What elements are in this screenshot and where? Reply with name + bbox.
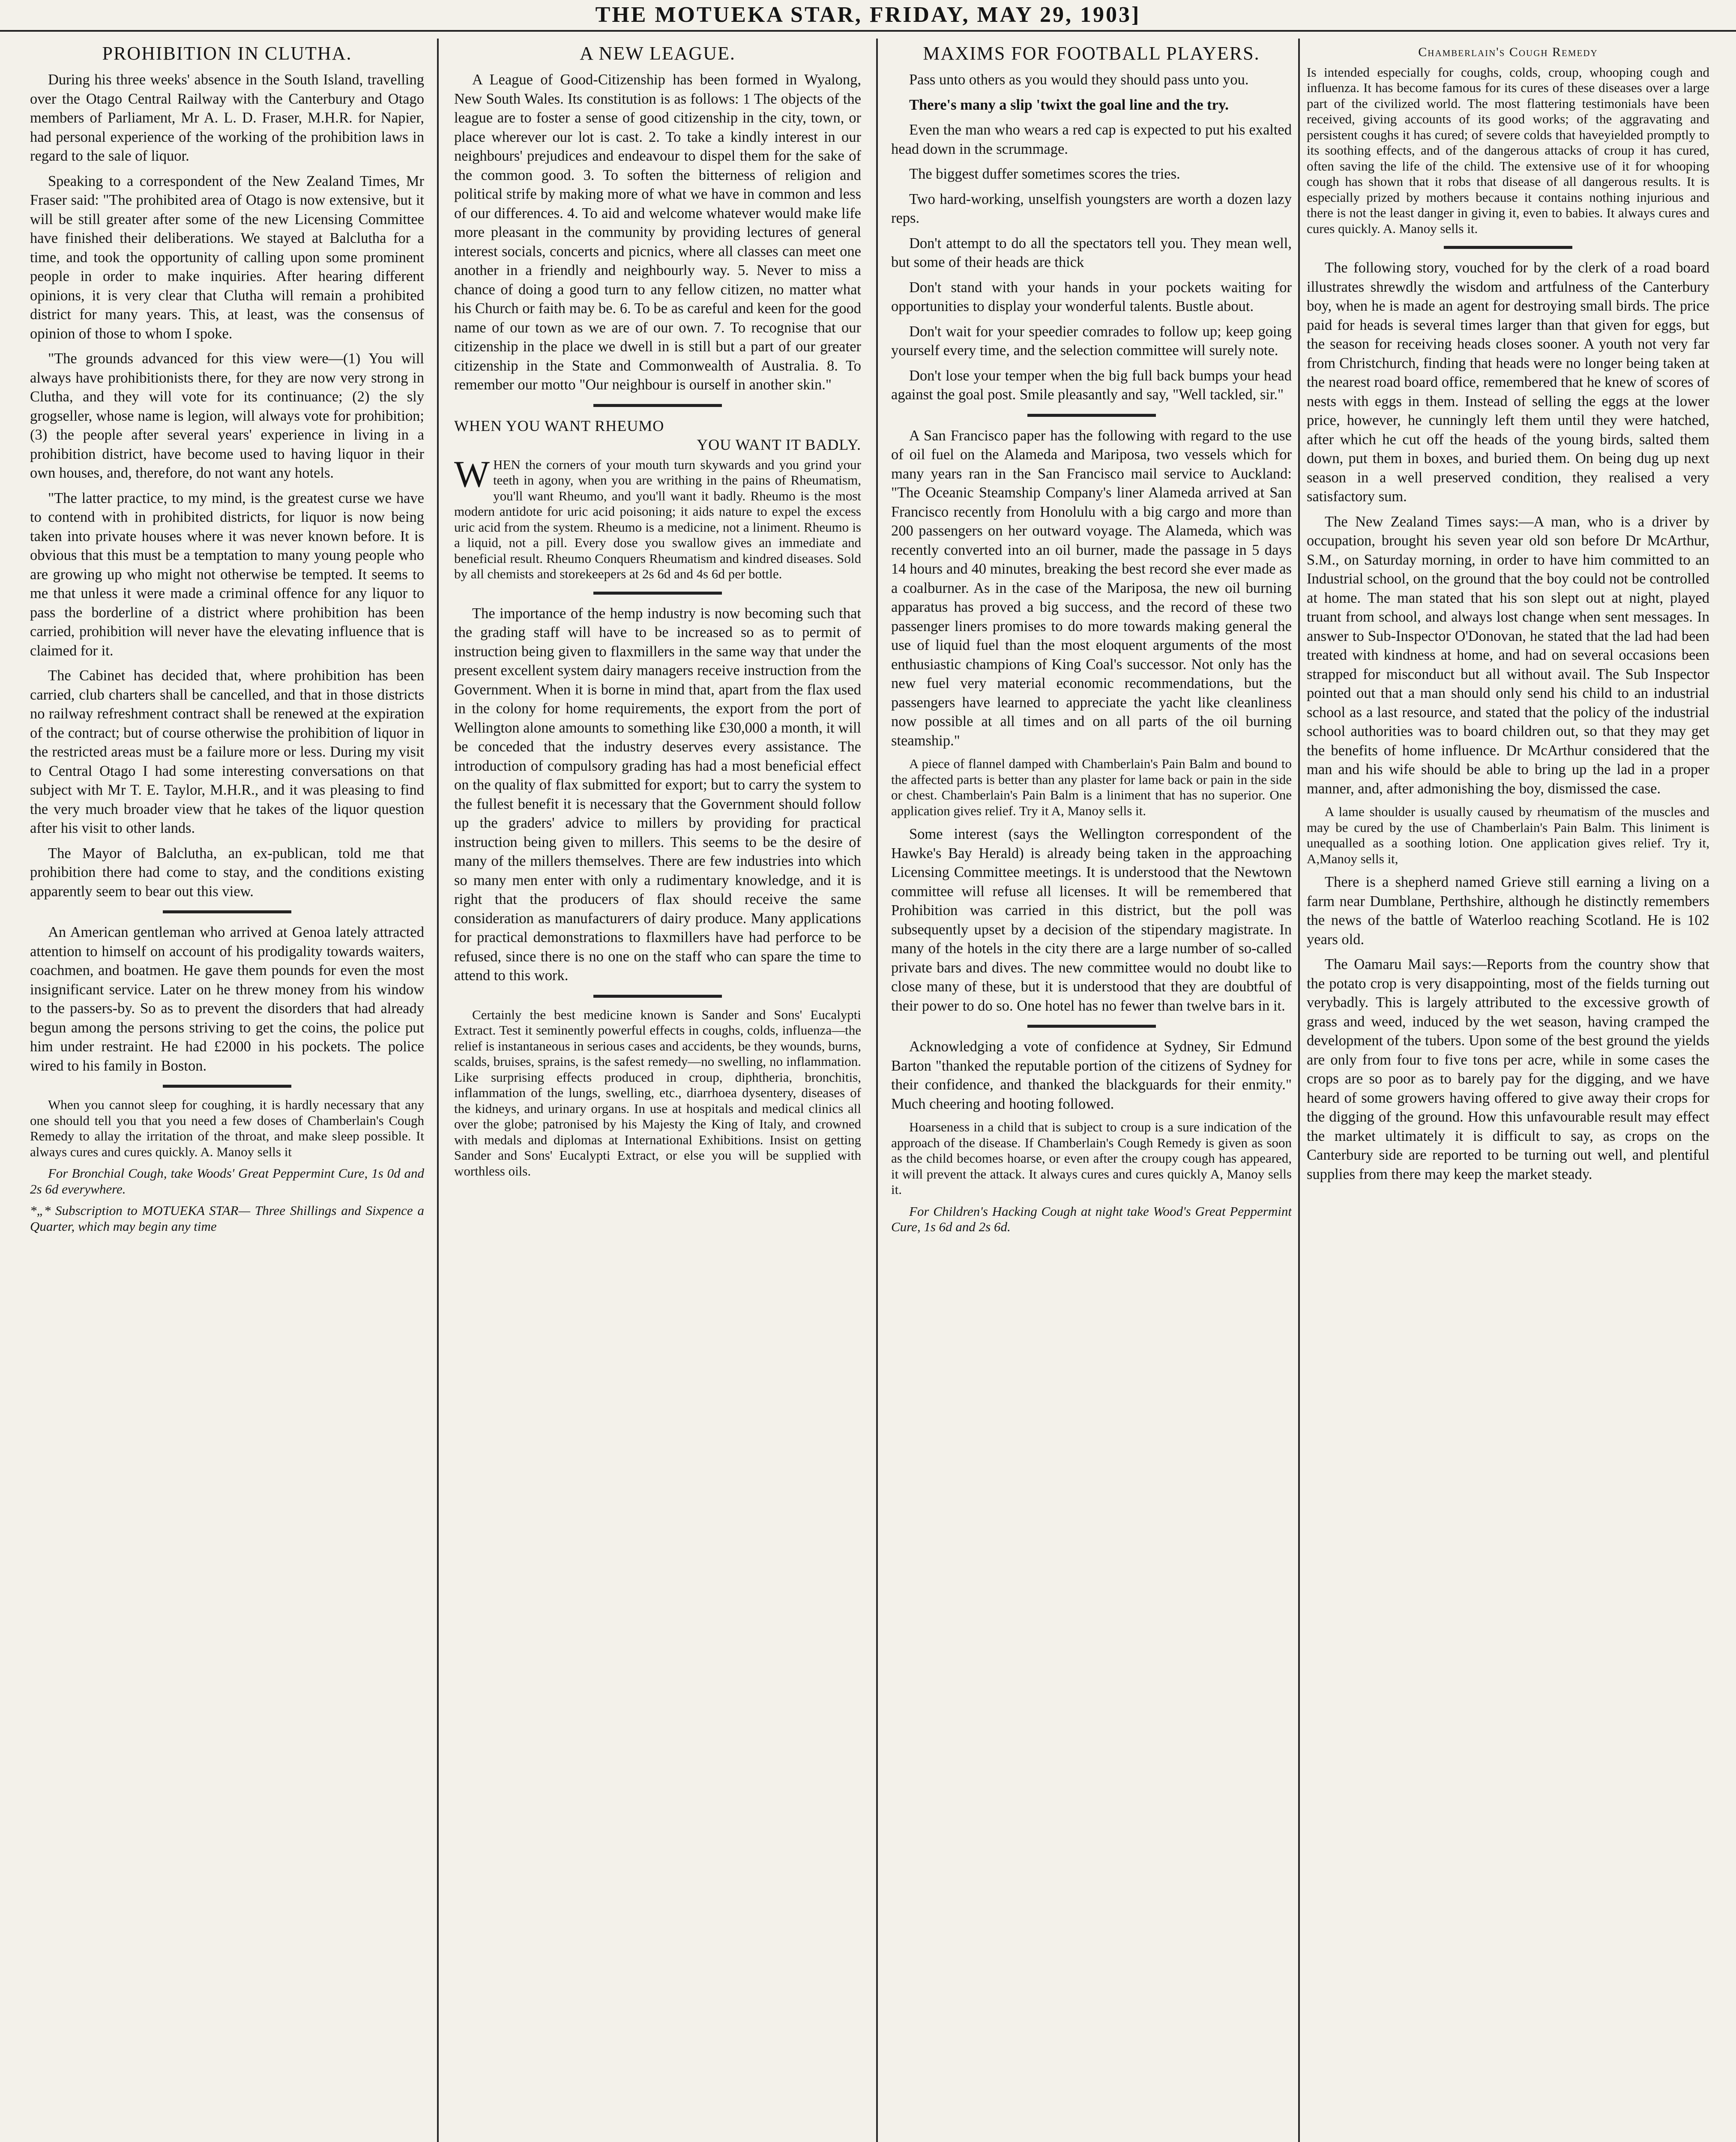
column-rule — [876, 39, 878, 2142]
advertisement: A lame shoulder is usually caused by rheumatism of the muscles and may be cured by the use of Chamberlain's Pain Balm. This liniment is unequalled as a soothing lotion. One application gives relief. Try it, A,Manoy sells it, — [1307, 804, 1709, 866]
section-divider — [593, 995, 722, 998]
advertisement: Certainly the best medicine known is Sander and Sons' Eucalypti Extract. Test it seminently powerful effects in coughs, colds, influenza—the relief is instantaneous in serious cases and accidents, be they wounds, burns, scalds, bruises, sprains, is the safest remedy—no swelling, no inflammation. Like surprising effects produced in croup, diphtheria, bronchitis, inflammation of the lungs, swelling, etc., diarrhoea dysentery, diseases of the kidneys, and urinary organs. In use at hospitals and medical clinics all over the globe; patronised by his Majesty the King of Italy, and crowned with medals and diplomas at International Exhibitions. Insist on getting Sander and Sons' Eucalypti Extract, or else you will be supplied with worthless oils. — [454, 1007, 861, 1179]
maxim: Two hard-working, unselfish youngsters are worth a dozen lazy reps. — [891, 191, 1292, 226]
subscription-notice: *„* Subscription to MOTUEKA STAR— Three Shillings and Sixpence a Quarter, which may begin any time — [30, 1203, 424, 1234]
article-paragraph: The following story, vouched for by the clerk of a road board illustrates shrewdly the wisdom and artfulness of the Canterbury boy, when he is made an agent for destroying small birds. The price paid for heads is several times larger than that given for eggs, but the season for receiving heads closes sooner. A youth not very far from Christchurch, finding that heads were no longer being taken at the nearest road board office, remembered that he knew of scores of nests with eggs in them. Instead of selling the eggs at the lower price, however, he cunningly left them until they were hatched, after which he cut off the heads of the young birds, salted them down, put them in boxes, and buried them. On being dug up next season in a well preserved condition, they realised a very satisfactory sum. — [1307, 260, 1709, 505]
maxim: Even the man who wears a red cap is expected to put his exalted head down in the scrummage. — [891, 122, 1292, 157]
article-paragraph: Some interest (says the Wellington correspondent of the Hawke's Bay Herald) is already being taken in the approaching Licensing Committee meetings. It is understood that the Newtown committee will refuse all licenses. It will be remembered that Prohibition was carried in this district, but the poll was subsequently upset by a decision of the stipendary magistrate. In many of the hotels in the city there are a large number of so-called private bars and dives. The new committee would no doubt like to close many of these, but it is understood that they are doubtful of their power to do so. One hotel has no fewer than twelve bars in it. — [891, 826, 1292, 1014]
maxim: There's many a slip 'twixt the goal line and the try. — [909, 96, 1229, 113]
advertisement: For Bronchial Cough, take Woods' Great Peppermint Cure, 1s 0d and 2s 6d everywhere. — [30, 1166, 424, 1197]
article-paragraph: The New Zealand Times says:—A man, who is a driver by occupation, brought his seven year old son before Dr McArthur, S.M., on Saturday morning, in order to have him committed to an Industrial school, on the ground that the boy could not be controlled at home. The man stated that his son slept out at night, played truant from school, and always lost change when sent messages. In answer to Sub-Inspector O'Donovan, he stated that the lad had been treated with kindness at home, and had on several occasions been strapped for misconduct but all without avail. The Sub Inspector pointed out that a man should only send his child to an industrial school as a last resource, and stated that the policy of the industrial school authorities was to board children out, so that they may get the benefits of home influence. Dr McArthur considered that the man and his wife should be able to bring up the lad in a proper manner, and, after admonishing the boy, dismissed the case. — [1307, 513, 1709, 797]
maxim: Don't lose your temper when the big full back bumps your head against the goal post. Smile pleasantly and say, "Well tackled, sir." — [891, 367, 1292, 403]
article-title: MAXIMS FOR FOOTBALL PLAYERS. — [923, 43, 1260, 64]
masthead: THE MOTUEKA STAR, FRIDAY, MAY 29, 1903] — [0, 0, 1736, 32]
advertisement: A piece of flannel damped with Chamberlain's Pain Balm and bound to the affected parts is better than any plaster for lame back or pain in the side or chest. Chamberlain's Pain Balm is a liniment that has no superior. One application gives relief. Try it A, Manoy sells it. — [891, 756, 1292, 818]
column-4 — [1307, 43, 1709, 2142]
advertisement: Hoarseness in a child that is subject to croup is a sure indication of the approach of the disease. If Chamberlain's Cough Remedy is given as soon as the child becomes hoarse, or even after the croupy cough has appeared, it will prevent the attack. It always cures and cures quickly A, Manoy sells it. — [891, 1119, 1292, 1197]
column-1 — [30, 43, 424, 2142]
maxim: Don't stand with your hands in your pockets waiting for opportunities to display your wonderful talents. Bustle about. — [891, 279, 1292, 314]
advertisement-heading: YOU WANT IT BADLY. — [697, 436, 861, 453]
column-2 — [454, 43, 861, 2142]
column-rule — [437, 39, 439, 2142]
advertisement-title: Chamberlain's Cough Remedy — [1418, 45, 1598, 59]
advertisement: When you cannot sleep for coughing, it is hardly necessary that any one should tell you that you need a few doses of Chamberlain's Cough Remedy to allay the irritation of the throat, and make sleep possible. It always cures and cures quickly. A. Manoy sells it — [30, 1097, 424, 1159]
section-divider — [593, 592, 722, 595]
article-title: PROHIBITION IN CLUTHA. — [102, 43, 352, 64]
section-divider — [1027, 1025, 1156, 1028]
article-paragraph: "The latter practice, to my mind, is the greatest curse we have to contend with in prohibited districts, for liquor is now being taken into private houses where it was never known before. It is obvious that this must be a temptation to many young people who are growing up who might not otherwise be tempted. It seems to me that unless it were made a criminal offence for any liquor to pass the borderline of a district where prohibition has been carried, prohibition will never have the elevating influence that is claimed for it. — [30, 490, 424, 659]
advertisement: Is intended especially for coughs, colds, croup, whooping cough and influenza. It has become famous for its cures of these diseases over a large part of the civilized world. The most flattering testimonials have been received, giving accounts of its good works; of the aggravating and persistent coughs it has cured; of severe colds that haveyielded promptly to its soothing effects, and of the dangerous attacks of croup it has cured, often saving the life of the child. The extensive use of it for whooping cough has shown that it robs that disease of all dangerous results. It is especially prized by mothers because it contains nothing injurious and there is not the least danger in giving it, even to babies. It always cures and cures quickly. A. Manoy sells it. — [1307, 64, 1709, 236]
article-paragraph: There is a shepherd named Grieve still earning a living on a farm near Dumblane, Perthshire, although he distinctly remembers the news of the battle of Waterloo reaching Scotland. He is 102 years old. — [1307, 874, 1709, 948]
article-paragraph: The Cabinet has decided that, where prohibition has been carried, club charters shall be cancelled, and that in those districts no railway refreshment contract shall be renewed at the expiration of the contract; but of course otherwise the prohibition of liquor in the restricted areas must be a failure more or less. During my visit to Central Otago I had some interesting conversations on that subject with Mr T. E. Taylor, M.H.R., and it was pleasing to find the very much broader view that he takes of the liquor question after his visit to other lands. — [30, 667, 424, 836]
section-divider — [163, 1085, 291, 1088]
drop-cap: W — [454, 453, 490, 495]
section-divider — [1027, 414, 1156, 417]
section-divider — [163, 910, 291, 913]
article-paragraph: "The grounds advanced for this view were—(1) You will always have prohibitionists there, for they are now very strong in Clutha, and they will vote for its continuance; (2) the sly grogseller, whose name is legion, will always vote for prohibition; (3) the people after several years' experience in living in a prohibition district, have become used to having liquor in their own houses, and, therefore, do not want any hotels. — [30, 350, 424, 481]
article-paragraph: Acknowledging a vote of confidence at Sydney, Sir Edmund Barton "thanked the reputable portion of the citizens of Sydney for their confidence, and thanked the blackguards for their enmity." Much cheering and hooting followed. — [891, 1038, 1292, 1112]
article-paragraph: A League of Good-Citizenship has been formed in Wyalong, New South Wales. Its constitution is as follows: 1 The objects of the league are to foster a sense of good citizenship in the city, town, or place wherever our lot is cast. 2. To take a kindly interest in our neighbours' prejudices and endeavour to dispel them for the sake of the common good. 3. To soften the bitterness of religion and political strife by making more of what we have in common and less of our differences. 4. To aid and welcome whatever would make life more pleasant in the community by providing lectures of general interest socials, concerts and picnics, where all classes can meet one another in a friendly and neighbourly way. 5. Never to miss a chance of doing a good turn to any fellow citizen, no matter what his Church or faith may be. 6. To be as careful and keen for the good name of our town as we are of our own. 7. To recognise that our citizenship in the place we dwell in is still but a part of our greater citizenship in the State and Commonwealth of Australia. 8. To remember our motto "Our neighbour is ourself in another skin." — [454, 72, 861, 393]
advertisement-heading: WHEN YOU WANT RHEUMO — [454, 417, 664, 434]
section-divider — [1444, 246, 1572, 249]
maxim: Pass unto others as you would they should pass unto you. — [909, 72, 1249, 88]
article-paragraph: Speaking to a correspondent of the New Zealand Times, Mr Fraser said: "The prohibited area of Otago is now extensive, but it will be still greater after some of the new Licensing Committee have finished their deliberations. We stayed at Balclutha for a time, and took the opportunity of calling upon some prominent people in order to make inquiries. After hearing different opinions, it is very clear that Clutha will remain a prohibited district for many years. This, at least, was the consensus of opinion of those to whom I spoke. — [30, 173, 424, 342]
advertisement-text: HEN the corners of your mouth turn skywards and you grind your teeth in agony, when you are writhing in the pains of Rheumatism, you'll want Rheumo, and you'll want it badly. Rheumo is the most modern antidote for uric acid poisoning; it aids nature to expel the excess uric acid from the system. Rheumo is a medicine, not a liniment. Rheumo is a liquid, not a pill. Every dose you swallow gives an immediate and beneficial result. Rheumo Conquers Rheumatism and kindred diseases. Sold by all chemists and storekeepers at 2s 6d and 4s 6d per bottle. — [454, 457, 861, 581]
article-paragraph: During his three weeks' absence in the South Island, travelling over the Otago Central Railway with the Canterbury and Otago members of Parliament, Mr A. L. D. Fraser, M.H.R. for Napier, had personal experience of the working of the prohibition laws in regard to the sale of liquor. — [30, 72, 424, 164]
advertisement: For Children's Hacking Cough at night take Wood's Great Peppermint Cure, 1s 6d and 2s 6d. — [891, 1203, 1292, 1234]
article-paragraph: The importance of the hemp industry is now becoming such that the grading staff will have to be increased so as to permit of instruction being given to flaxmillers in the same way that under the present excellent system dairy managers receive instruction from the Government. When it is borne in mind that, apart from the flax used in the colony for home requirements, the export from the port of Wellington alone amounts to something like £30,000 a month, it will be conceded that the industry deserves every assistance. The introduction of compulsory grading has had a most beneficial effect on the quality of flax submitted for export; but to carry the system to the fullest benefit it is necessary that the Government should follow up the graders' advice to millers by providing for practical instruction being given to millers. This seems to be the desire of many of the millers themselves. There are few industries into which so many men enter with only a rudimentary knowledge, and it is right that the producers of flax should receive the same consideration as manufacturers of dairy produce. Many applications for practical demonstrations to flaxmillers have had perforce to be refused, since there is no one on the staff who can spare the time to attend to this work. — [454, 605, 861, 984]
article-paragraph: The Mayor of Balclutha, an ex-publican, told me that prohibition there had come to stay, and the conditions existing apparently seem to bear out this view. — [30, 845, 424, 900]
article-paragraph: The Oamaru Mail says:—Reports from the country show that the potato crop is very disappointing, most of the fields turning out verybadly. This is largely attributed to the excessive growth of grass and weed, induced by the wet season, having cramped the development of the tubers. Upon some of the best ground the yields are only from four to five tons per acre, while in some cases the crops are so poor as to barely pay for the digging, and we have heard of some growers having offered to give away their crops for the digging of the ground. How this unfavourable result may effect the market ultimately it is difficult to say, as crops on the Canterbury side are reported to be turning out well, and plentiful supplies from there may keep the market steady. — [1307, 956, 1709, 1182]
maxim: Don't attempt to do all the spectators tell you. They mean well, but some of their heads are thick — [891, 235, 1292, 270]
article-paragraph: An American gentleman who arrived at Genoa lately attracted attention to himself on account of his prodigality towards waiters, coachmen, and boatmen. He gave them pounds for even the most insignificant service. Later on he threw money from his window to the passers-by. So as to prevent the disorders that had already begun among the persons striving to get the coins, the police put him under restraint. He had £2000 in his pockets. The police wired to his family in Boston. — [30, 924, 424, 1074]
column-3 — [891, 43, 1292, 2142]
article-paragraph: A San Francisco paper has the following with regard to the use of oil fuel on the Alameda and Mariposa, two vessels which for many years ran in the San Francisco mail service to Auckland: "The Oceanic Steamship Company's liner Alameda arrived at San Francisco recently from Honolulu with a big cargo and more than 200 passengers on her outward voyage. The Alameda, which was recently converted into an oil burner, made the passage in 5 days 14 hours and 40 minutes, breaking the best record she ever made as a coalburner. As in the case of the Mariposa, the new oil burning apparatus has proved a big success, and the record of these two passenger liners promises to do more towards making general the use of liquid fuel than the most eloquent arguments of the most enthusiastic champions of King Coal's successor. Not only has the new fuel very material economic recommendations, but the passengers have learned to appreciate the yacht like cleanliness now possible at all times and on all parts of the oil burning steamship." — [891, 427, 1292, 749]
advertisement — [454, 453, 861, 582]
section-divider — [593, 404, 722, 407]
maxim: Don't wait for your speedier comrades to follow up; keep going yourself every time, and the selection committee will surely note. — [891, 323, 1292, 359]
column-rule — [1298, 39, 1300, 2142]
article-title: A NEW LEAGUE. — [580, 43, 736, 64]
maxim: The biggest duffer sometimes scores the tries. — [909, 166, 1180, 182]
